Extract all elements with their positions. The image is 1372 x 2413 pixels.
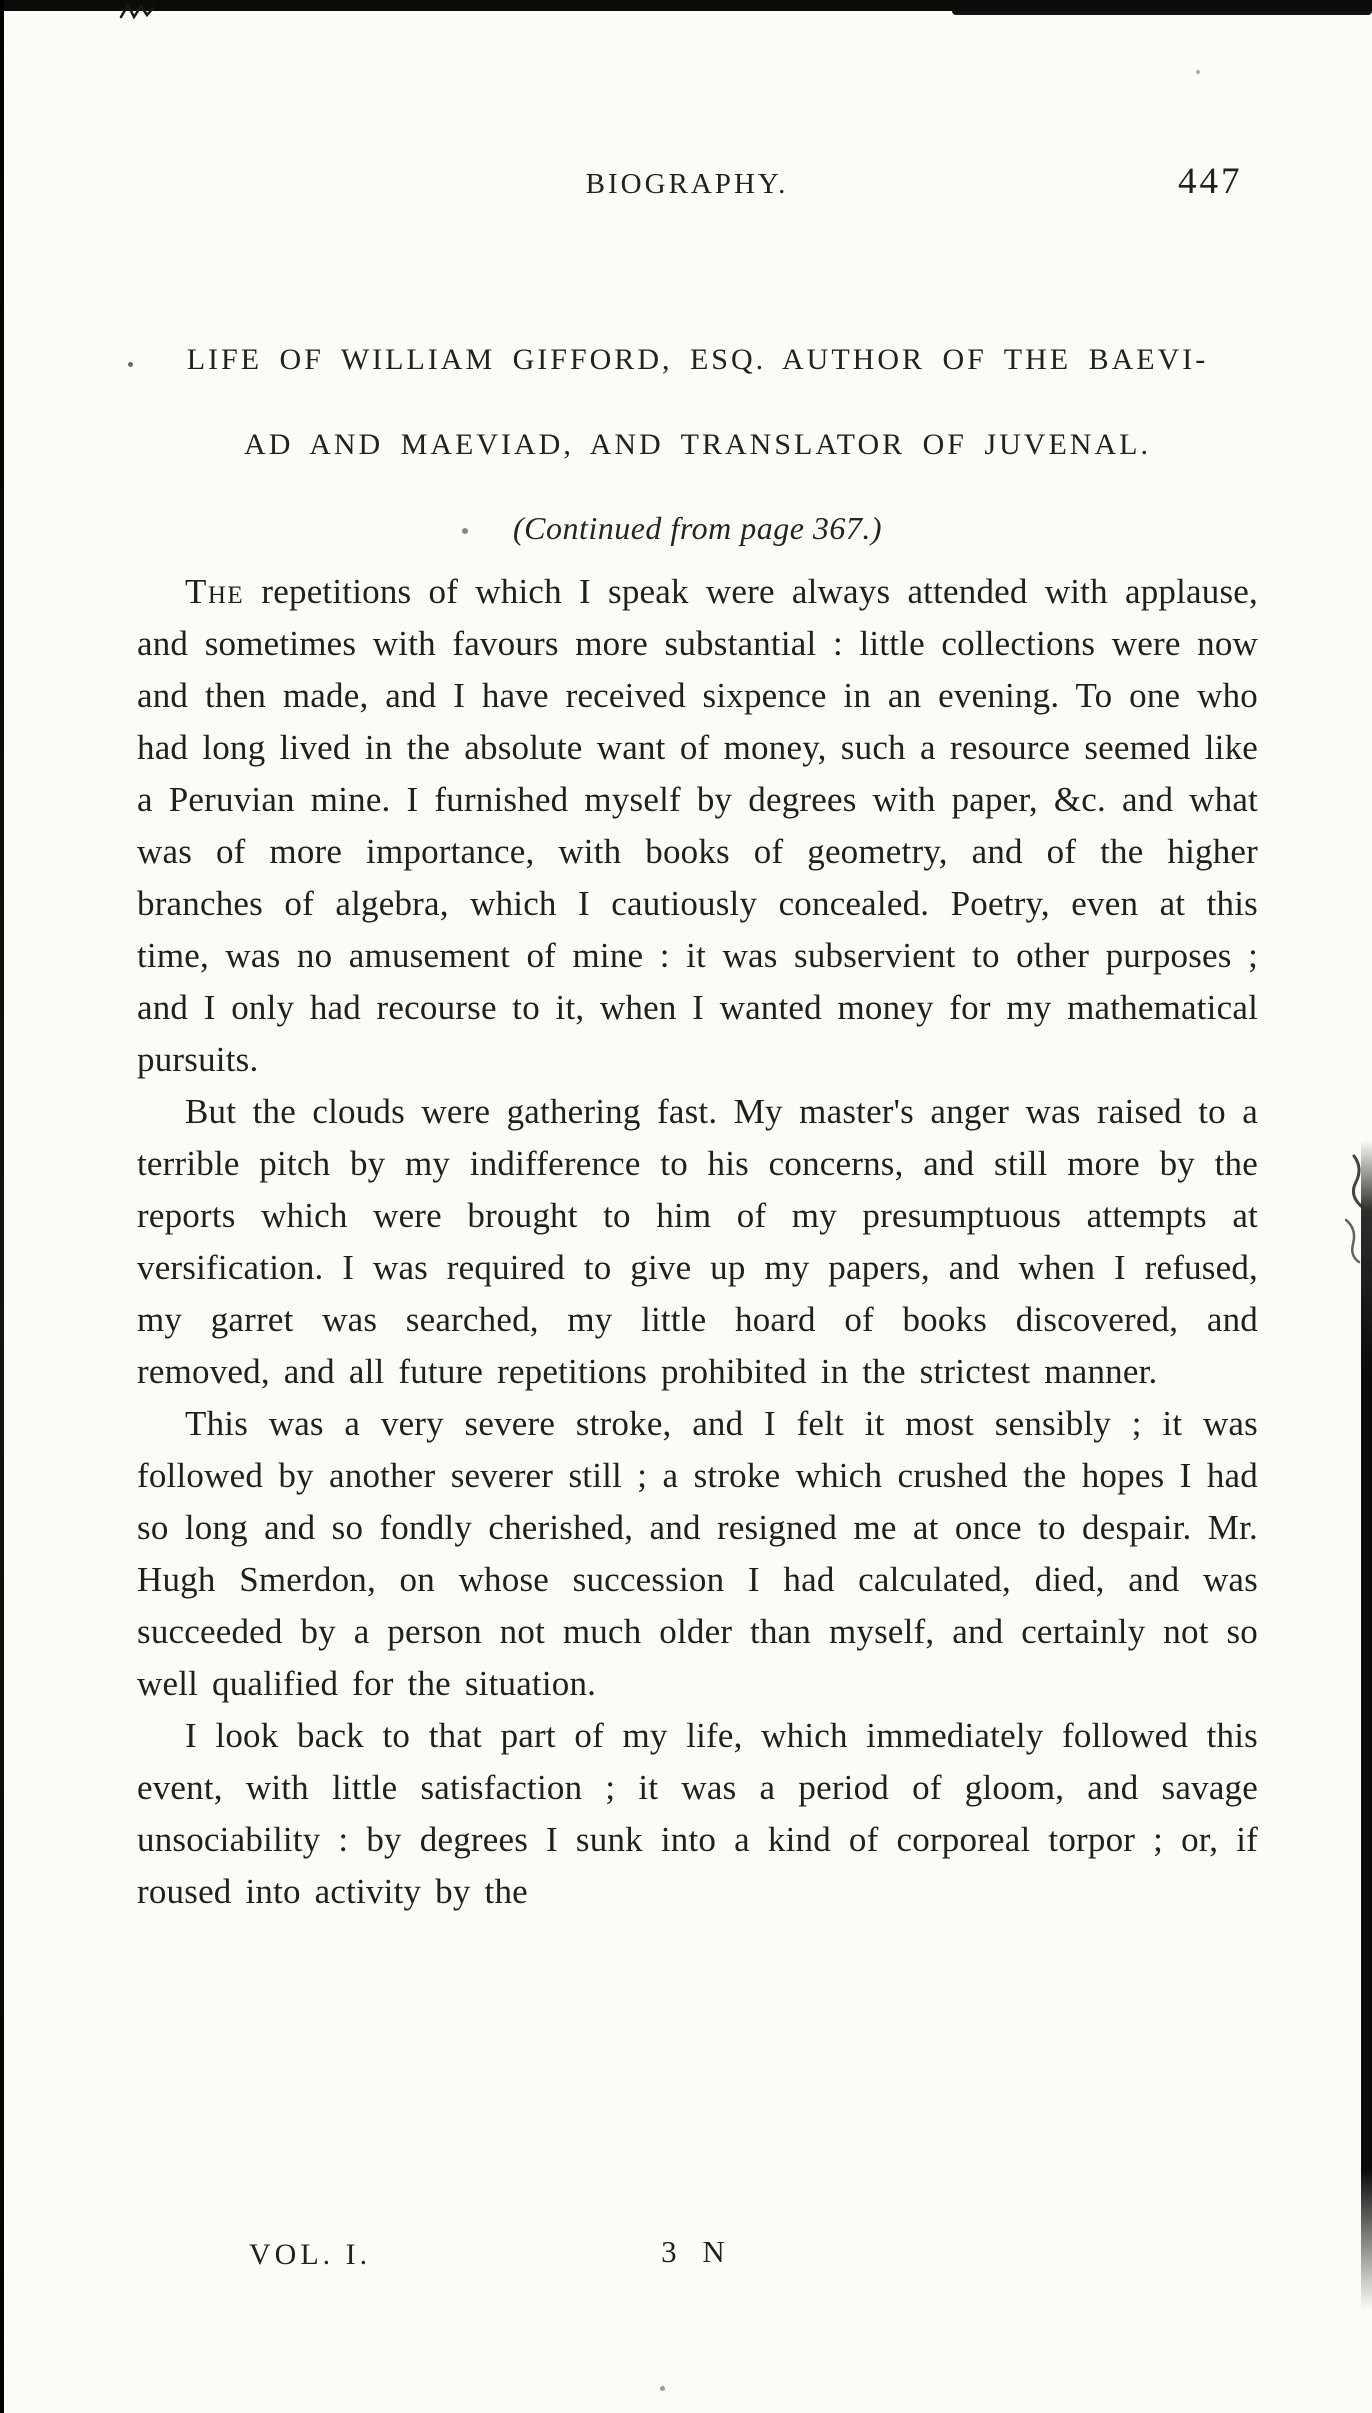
paragraph-4-text: I look back to that part of my life, which immediately followed this event, with little satisfaction ; it was a period of gloom, and savage unsociability : by degrees I sunk into a kind of corporeal torpor ; or, if roused into activity by the [137,1716,1258,1911]
ink-dot-before-title [128,362,133,367]
paragraph-2 [137,1086,1258,1398]
paragraph-3-text: This was a very severe stroke, and I felt it most sensibly ; it was followed by another severer still ; a stroke which crushed the hopes I had so long and so fondly cherished, and resigned me at once to despair. Mr. Hugh Smerdon, on whose succession I had calculated, died, and was succeeded by a person not much older than myself, and certainly not so well qualified for the situation. [137,1404,1258,1703]
ink-squiggle-top-left [118,1,166,25]
paragraph-4 [137,1710,1258,1918]
running-title: BIOGRAPHY. [585,168,789,200]
scan-top-edge-artifact-2 [952,11,1372,15]
ink-squiggle-right-margin [1328,1150,1366,1290]
article-title-line-1: LIFE OF WILLIAM GIFFORD, ESQ. AUTHOR OF THE BAEVI- [186,343,1209,376]
page-footer [137,2234,1258,2270]
scan-top-edge-artifact [0,0,1372,11]
page-number: 447 [1178,161,1243,202]
signature-mark: 3 N [661,2234,734,2269]
paragraph-1-text: repetitions of which I speak were always attended with applause, and sometimes with favours more substantial : little collections were now and then made, and I have received sixpence in an evening. To one who had long lived in the absolute want of money, such a resource seemed like a Peruvian mine. I furnished myself by degrees with paper, &c. and what was of more importance, with books of geometry, and of the higher branches of algebra, which I cautiously concealed. Poetry, even at this time, was no amusement of mine : it was subservient to other purposes ; and I only had recourse to it, when I wanted money for my mathematical pursuits. [137,572,1258,1079]
ink-dot-top-right [1196,70,1200,74]
paragraph-3 [137,1398,1258,1710]
paragraph-1 [137,566,1258,1086]
volume-label: VOL. I. [249,2238,372,2271]
continuation-note: (Continued from page 367.) [512,510,883,546]
article-body [137,566,1258,1918]
scan-gutter-shadow [1361,1140,1372,2310]
article-title-line-2: AD AND MAEVIAD, AND TRANSLATOR OF JUVENAL. [244,428,1151,461]
ink-dot-bottom [660,2386,665,2391]
paragraph-1-lead: The [185,572,245,611]
paragraph-2-text: But the clouds were gathering fast. My master's anger was raised to a terrible pitch by my indifference to his concerns, and still more by the reports which were brought to him of my presumptuous attempts at versification. I was required to give up my papers, and when I refused, my garret was searched, my little hoard of books discovered, and removed, and all future repetitions prohibited in the strictest manner. [137,1092,1258,1391]
scan-left-edge-artifact [0,0,4,2413]
